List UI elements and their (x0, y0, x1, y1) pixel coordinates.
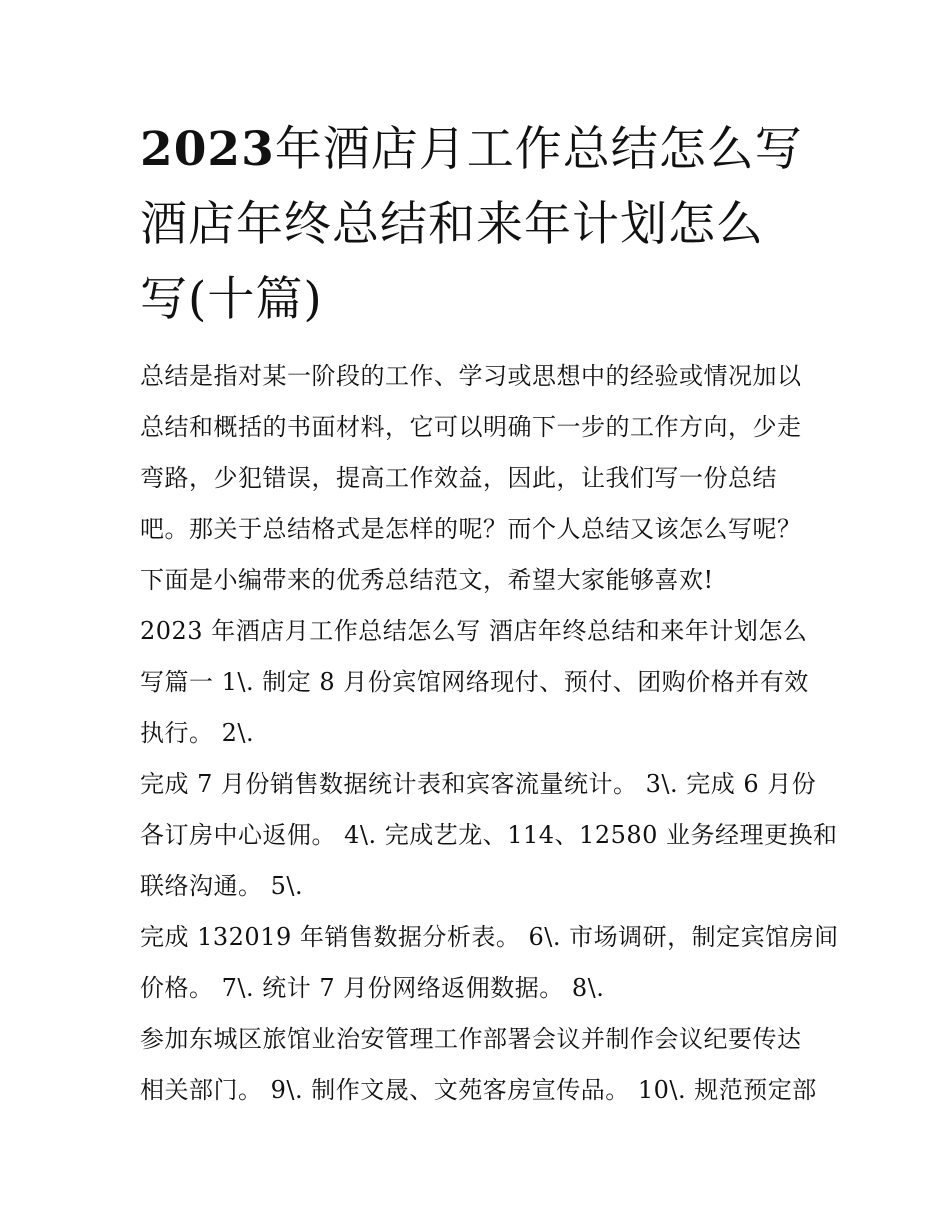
intro-paragraph (140, 351, 815, 606)
body-line: 价格。 7\. 统计 7 月份网络返佣数据。 8\. (140, 974, 605, 1002)
title-year: 2023 (140, 122, 275, 177)
body-paragraph-4 (140, 1014, 815, 1116)
body-line: 相关部门。 9\. 制作文晟、文苑客房宣传品。 10\. 规范预定部 (140, 1076, 817, 1104)
intro-line: 总结和概括的书面材料，它可以明确下一步的工作方向，少走 (140, 413, 802, 441)
body-line: 参加东城区旅馆业治安管理工作部署会议并制作会议纪要传达 (140, 1025, 802, 1053)
title-line-1-text: 年酒店月工作总结怎么写 (274, 122, 803, 177)
title-line-3: 写(十篇) (140, 272, 323, 327)
title-line-2: 酒店年终总结和来年计划怎么 (140, 197, 764, 252)
body-line: 完成 7 月份销售数据统计表和宾客流量统计。 3\. 完成 6 月份 (140, 770, 817, 798)
body-line: 2023 年酒店月工作总结怎么写 酒店年终总结和来年计划怎么 (140, 617, 808, 645)
body-line: 各订房中心返佣。 4\. 完成艺龙、114、12580 业务经理更换和 (140, 821, 838, 849)
document-title (140, 112, 815, 337)
title-line-1 (140, 112, 815, 187)
body-line: 写篇一 1\. 制定 8 月份宾馆网络现付、预付、团购价格并有效 (140, 668, 809, 696)
body-line: 执行。 2\. (140, 719, 255, 747)
body-line: 联络沟通。 5\. (140, 872, 304, 900)
intro-line: 吧。那关于总结格式是怎样的呢？而个人总结又该怎么写呢？ (140, 515, 802, 543)
body-paragraph-1 (140, 606, 815, 759)
intro-line: 下面是小编带来的优秀总结范文，希望大家能够喜欢! (140, 566, 714, 594)
body-paragraph-2 (140, 759, 838, 912)
intro-line: 弯路，少犯错误，提高工作效益，因此，让我们写一份总结 (140, 464, 777, 492)
body-paragraph-3 (140, 912, 839, 1014)
intro-line: 总结是指对某一阶段的工作、学习或思想中的经验或情况加以 (140, 362, 802, 390)
body-line: 完成 132019 年销售数据分析表。 6\. 市场调研，制定宾馆房间 (140, 923, 839, 951)
